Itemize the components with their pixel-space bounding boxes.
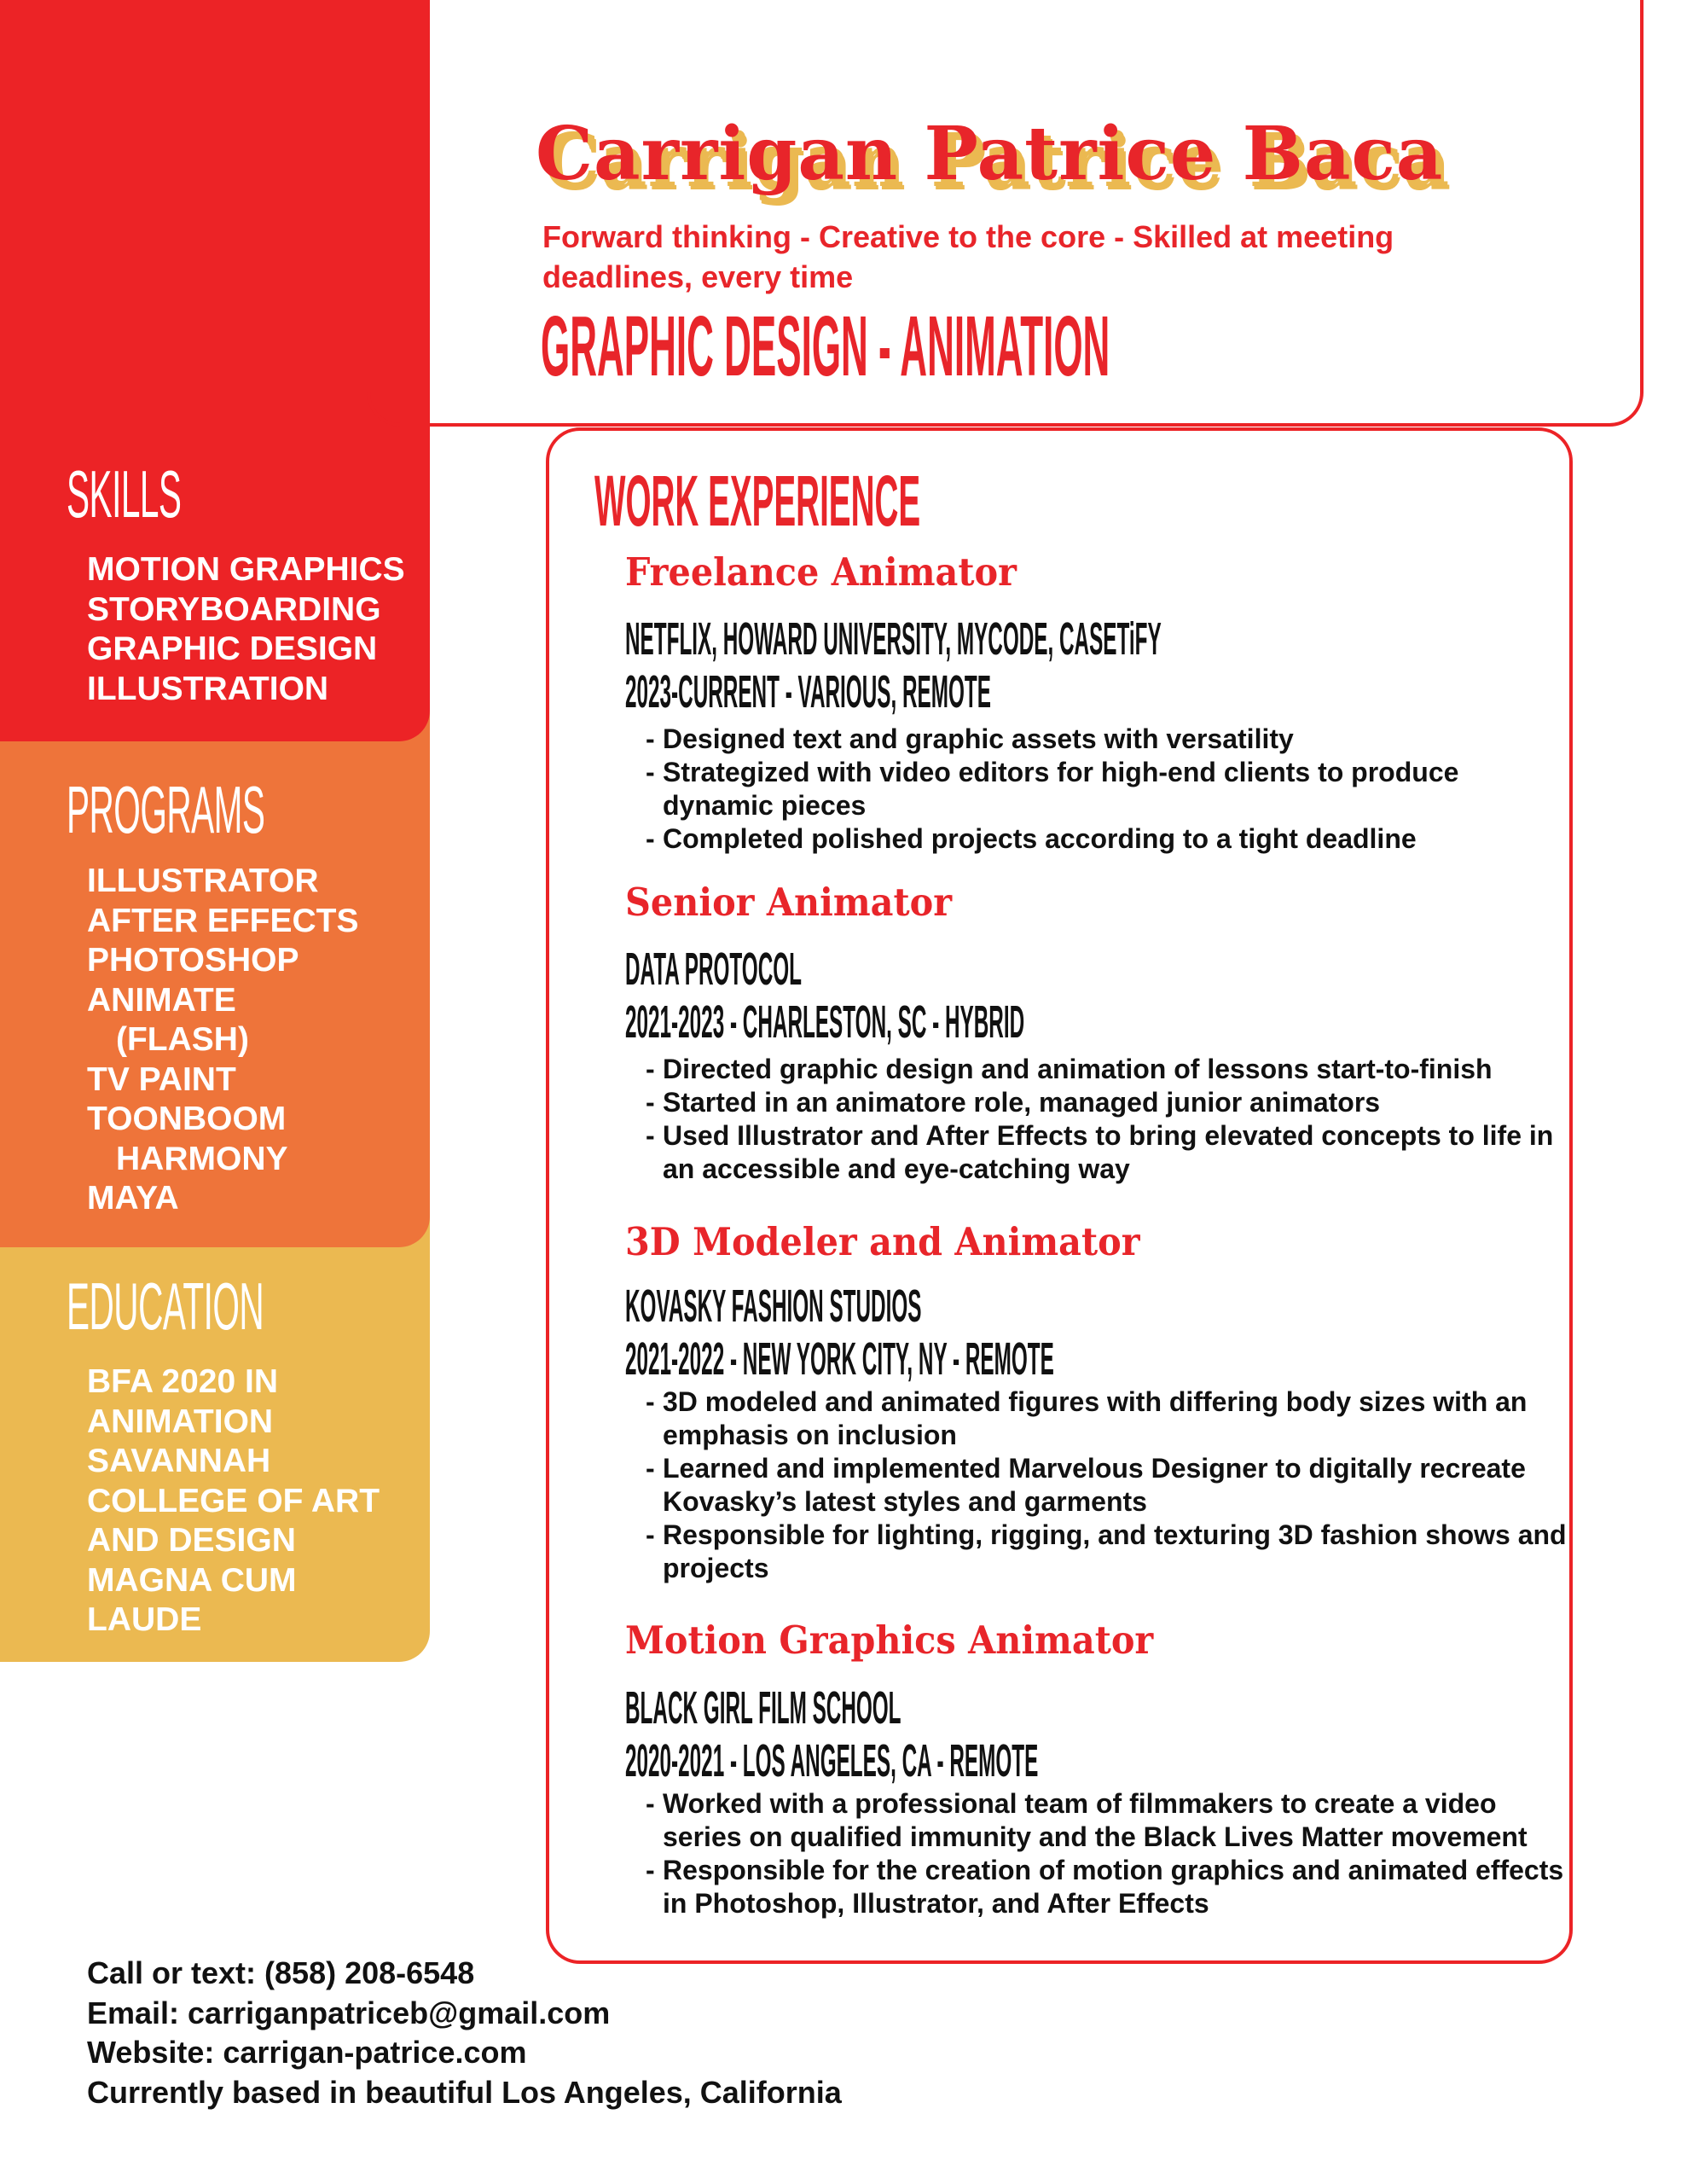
job-company: NETFLIX, HOWARD UNIVERSITY, MYCODE, CASETiFY <box>625 613 1162 665</box>
education-item: SAVANNAH <box>87 1443 271 1479</box>
job-bullet: - Used Illustrator and After Effects to bring elevated concepts to life in an accessible and eye-catching way <box>646 1119 1567 1186</box>
education-item: MAGNA CUM <box>87 1561 297 1599</box>
contact-phone: Call or text: (858) 208-6548 <box>87 1955 475 1990</box>
job-meta: 2021-2022 - NEW YORK CITY, NY - REMOTE <box>625 1333 1054 1385</box>
job-bullet: - Completed polished projects according to a tight deadline <box>646 822 1567 856</box>
program-item: TOONBOOM <box>87 1101 287 1137</box>
work-experience-heading: WORK EXPERIENCE <box>594 461 921 541</box>
job-meta: 2023-CURRENT - VARIOUS, REMOTE <box>625 666 991 717</box>
job-bullets <box>646 1787 1567 1920</box>
candidate-name: Carrigan Patrice Baca <box>536 111 1444 197</box>
program-item: AFTER EFFECTS <box>87 902 359 939</box>
job-title: Motion Graphics Animator <box>625 1618 1154 1663</box>
education-item: ANIMATION <box>87 1403 274 1440</box>
job-meta: 2020-2021 - LOS ANGELES, CA - REMOTE <box>625 1735 1039 1786</box>
role-title: GRAPHIC DESIGN - ANIMATION <box>541 299 1110 394</box>
education-item: BFA 2020 IN <box>87 1363 278 1400</box>
skill-item: ILLUSTRATION <box>87 670 329 707</box>
job-bullet: - 3D modeled and animated figures with differing body sizes with an emphasis on inclusion <box>646 1385 1567 1452</box>
job-bullet: - Responsible for lighting, rigging, and texturing 3D fashion shows and projects <box>646 1519 1567 1585</box>
program-item: PHOTOSHOP <box>87 942 299 979</box>
job-title: Senior Animator <box>625 880 953 925</box>
program-item: TV PAINT <box>87 1060 236 1098</box>
job-bullets <box>646 723 1567 856</box>
program-item: HARMONY <box>116 1140 288 1177</box>
skills-heading: SKILLS <box>67 456 182 531</box>
contact-location: Currently based in beautiful Los Angeles, California <box>87 2074 842 2110</box>
job-company: BLACK GIRL FILM SCHOOL <box>625 1682 901 1734</box>
contact-email: Email: carriganpatriceb@gmail.com <box>87 1995 611 2030</box>
program-item: (FLASH) <box>116 1021 249 1058</box>
education-list <box>87 1362 380 1641</box>
job-bullets <box>646 1053 1567 1186</box>
program-item: ILLUSTRATOR <box>87 863 319 899</box>
education-heading: EDUCATION <box>67 1269 264 1344</box>
contact-website: Website: carrigan-patrice.com <box>87 2035 527 2070</box>
job-bullet: - Responsible for the creation of motion graphics and animated effects in Photoshop, Illustrator, and After Effects <box>646 1854 1567 1920</box>
education-item: AND DESIGN <box>87 1522 296 1559</box>
job-bullets <box>646 1385 1567 1585</box>
skill-item: GRAPHIC DESIGN <box>87 630 378 667</box>
job-company: KOVASKY FASHION STUDIOS <box>625 1281 922 1332</box>
job-bullet: - Strategized with video editors for high-end clients to produce dynamic pieces <box>646 756 1567 822</box>
program-item: MAYA <box>87 1180 179 1217</box>
job-bullet: - Started in an animatore role, managed junior animators <box>646 1086 1567 1119</box>
job-company: DATA PROTOCOL <box>625 944 802 995</box>
programs-heading: PROGRAMS <box>67 772 265 847</box>
job-bullet: - Worked with a professional team of filmmakers to create a video series on qualified immunity and the Black Lives Matter movement <box>646 1787 1567 1854</box>
job-title: 3D Modeler and Animator <box>625 1219 1140 1264</box>
education-item: LAUDE <box>87 1601 202 1638</box>
skill-item: MOTION GRAPHICS <box>87 551 405 588</box>
job-bullet: - Learned and implemented Marvelous Designer to digitally recreate Kovasky’s latest styles and garments <box>646 1452 1567 1519</box>
contact-info <box>87 1954 842 2112</box>
skills-list <box>87 550 405 709</box>
skill-item: STORYBOARDING <box>87 590 381 628</box>
job-meta: 2021-2023 - CHARLESTON, SC - HYBRID <box>625 996 1025 1048</box>
job-title: Freelance Animator <box>625 549 1017 595</box>
job-bullet: - Designed text and graphic assets with versatility <box>646 723 1567 756</box>
education-item: COLLEGE OF ART <box>87 1482 380 1519</box>
tagline: Forward thinking - Creative to the core - Skilled at meeting deadlines, every time <box>542 219 1394 294</box>
program-item: ANIMATE <box>87 981 236 1019</box>
job-bullet: - Directed graphic design and animation of lessons start-to-finish <box>646 1053 1567 1086</box>
programs-list <box>87 862 359 1219</box>
